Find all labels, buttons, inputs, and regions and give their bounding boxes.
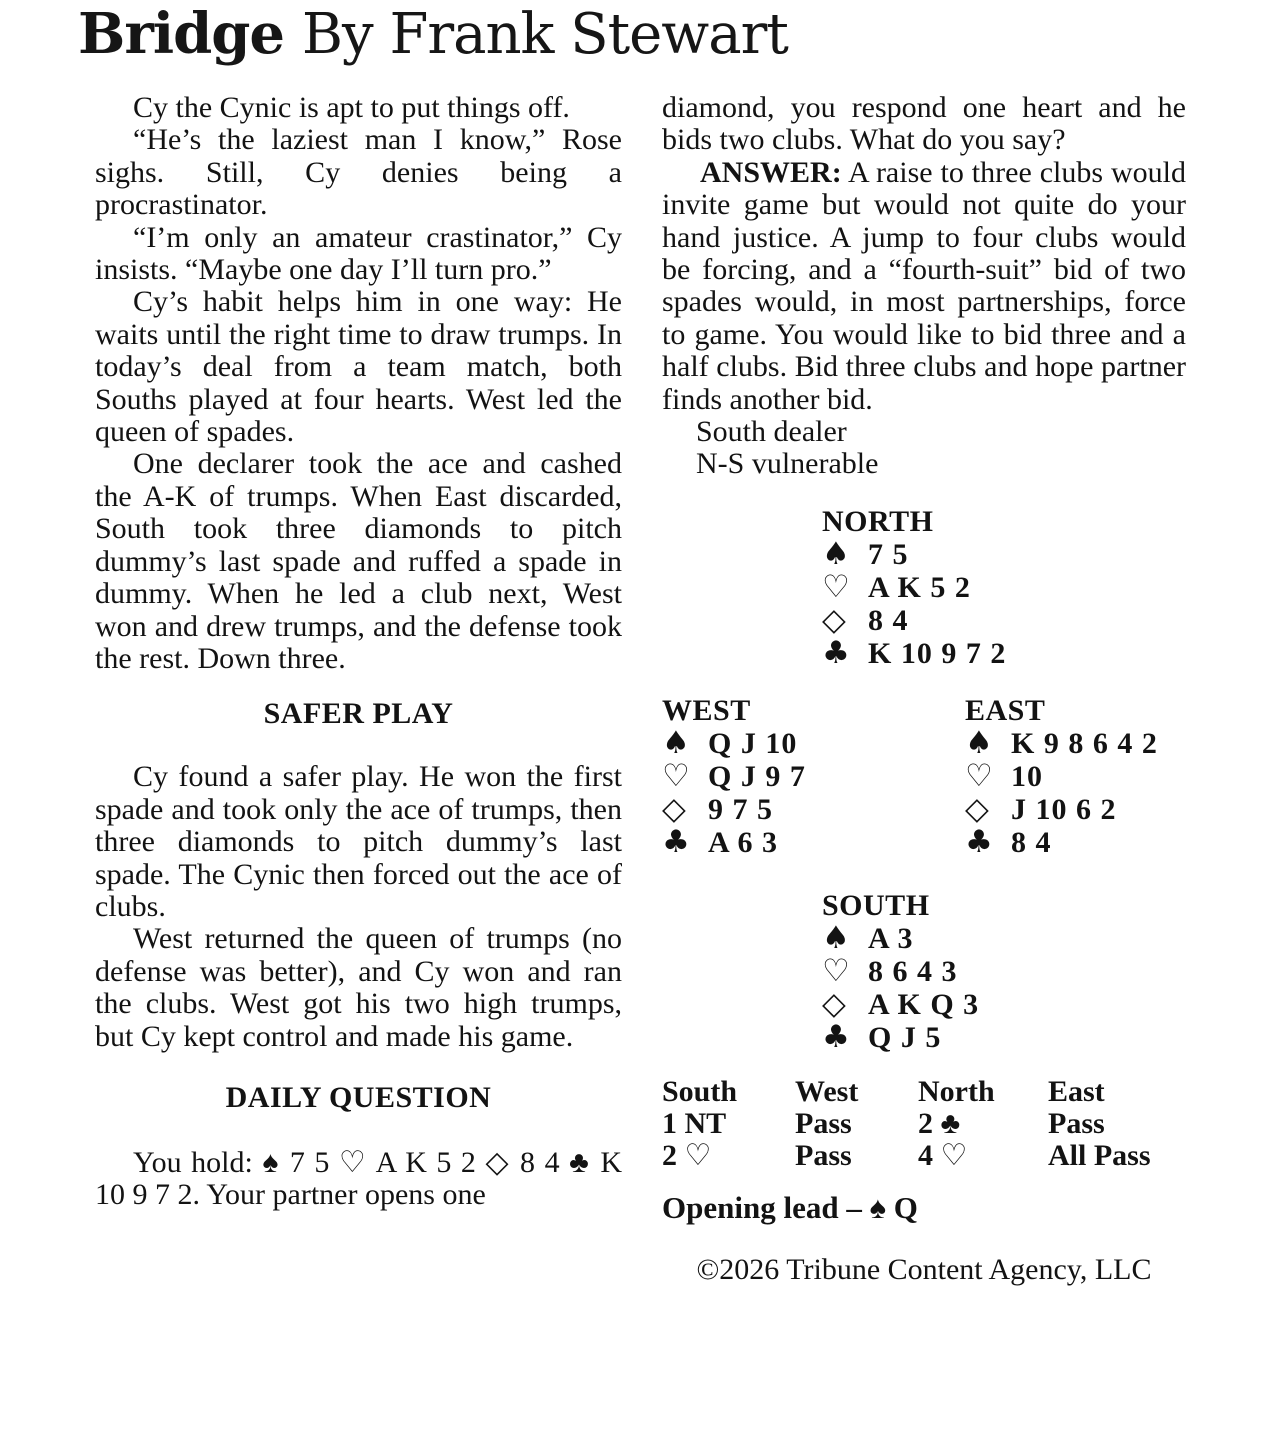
north-hearts-row xyxy=(822,568,1186,605)
north-hand xyxy=(822,505,1186,670)
spade-icon: ♠ xyxy=(662,724,690,761)
west-hearts-row xyxy=(662,757,965,794)
east-hand xyxy=(965,694,1186,859)
east-diamonds-row xyxy=(965,790,1186,827)
north-diamonds: 8 4 xyxy=(868,603,909,637)
auction-bid: 4 ♡ xyxy=(918,1138,968,1172)
heart-icon: ♡ xyxy=(662,757,690,794)
south-diamonds-row xyxy=(822,985,1186,1022)
north-clubs: K 10 9 7 2 xyxy=(868,636,1007,670)
south-hearts-row xyxy=(822,952,1186,989)
east-clubs-row xyxy=(965,823,1186,860)
paragraph: “I’m only an amateur crastinator,” Cy insists. “Maybe one day I’ll turn pro.” xyxy=(95,220,622,287)
west-spades: Q J 10 xyxy=(708,726,798,760)
right-text-column xyxy=(662,92,1186,1287)
auction-bid: Pass xyxy=(795,1106,852,1140)
copyright-line: ©2026 Tribune Content Agency, LLC xyxy=(696,1253,1152,1287)
auction-header-north: North xyxy=(918,1074,995,1108)
south-clubs-row xyxy=(822,1018,1186,1055)
west-diamonds: 9 7 5 xyxy=(708,792,773,826)
auction-bid: 1 NT xyxy=(662,1106,727,1140)
west-spades-row xyxy=(662,724,965,761)
paragraph: Cy the Cynic is apt to put things off. xyxy=(133,91,570,124)
spade-icon: ♠ xyxy=(822,919,850,956)
safer-play-heading: SAFER PLAY xyxy=(263,697,454,731)
club-icon: ♣ xyxy=(965,823,993,860)
answer-paragraph xyxy=(662,157,1186,416)
east-spades: K 9 8 6 4 2 xyxy=(1011,726,1158,760)
south-spades-row xyxy=(822,919,1186,956)
south-hand xyxy=(822,889,1186,1054)
answer-body: A raise to three clubs would invite game but would not quite do your hand justice. A jump to four clubs would be forcing, and a “fourth-suit” bid of two spades would, in most partnerships, force to game. You would like to bid three and a half clubs. Bid three clubs and hope partner finds another bid. xyxy=(662,155,1186,416)
heart-icon: ♡ xyxy=(822,568,850,605)
auction-bid: 2 ♡ xyxy=(662,1138,712,1172)
auction-bid: Pass xyxy=(795,1138,852,1172)
dealer-line: South dealer xyxy=(696,415,847,449)
north-clubs-row xyxy=(822,634,1186,671)
north-spades: 7 5 xyxy=(868,537,909,571)
north-label: NORTH xyxy=(822,504,934,538)
south-clubs: Q J 5 xyxy=(868,1020,942,1054)
west-clubs: A 6 3 xyxy=(708,825,779,859)
west-clubs-row xyxy=(662,823,965,860)
column-byline: By Frank Stewart xyxy=(301,2,788,67)
paragraph: Cy’s habit helps him in one way: He waits until the right time to draw trumps. In today’s deal from a team match, both Souths played at four hearts. West led the queen of spades. xyxy=(95,285,622,449)
paragraph: One declarer took the ace and cashed the A-K of trumps. When East discarded, South took three diamonds to pitch dummy’s last spade and ruffed a spade in dummy. When he led a club next, West won and drew trumps, and the defense took the rest. Down three. xyxy=(95,447,622,675)
club-icon: ♣ xyxy=(822,1018,850,1055)
diamond-icon: ◇ xyxy=(662,790,686,827)
west-hearts: Q J 9 7 xyxy=(708,759,806,793)
column-masthead xyxy=(78,0,788,69)
diamond-icon: ◇ xyxy=(822,601,846,638)
club-icon: ♣ xyxy=(662,823,690,860)
diamond-icon: ◇ xyxy=(965,790,989,827)
east-hearts: 10 xyxy=(1011,759,1043,793)
paragraph: Cy found a safer play. He won the first spade and took only the ace of trumps, then three diamonds to pitch dummy’s last spade. The Cynic then forced out the ace of clubs. xyxy=(95,760,622,923)
west-diamonds-row xyxy=(662,790,965,827)
auction-header-south: South xyxy=(662,1074,738,1108)
club-icon: ♣ xyxy=(822,634,850,671)
east-hearts-row xyxy=(965,757,1186,794)
auction-header-east: East xyxy=(1048,1074,1105,1108)
west-east-row xyxy=(662,694,1186,859)
opening-lead-line: Opening lead – ♠ Q xyxy=(662,1189,918,1225)
spade-icon: ♠ xyxy=(822,535,850,572)
column-title: Bridge xyxy=(78,1,285,67)
east-clubs: 8 4 xyxy=(1011,825,1052,859)
diamond-icon: ◇ xyxy=(822,985,846,1022)
vulnerable-line: N-S vulnerable xyxy=(696,447,879,481)
spade-icon: ♠ xyxy=(965,724,993,761)
east-label: EAST xyxy=(965,693,1046,727)
you-hold-paragraph: You hold: ♠ 7 5 ♡ A K 5 2 ◇ 8 4 ♣ K 10 9 7 2. Your partner opens one xyxy=(95,1145,622,1212)
auction-bid: Pass xyxy=(1048,1106,1105,1140)
heart-icon: ♡ xyxy=(822,952,850,989)
heart-icon: ♡ xyxy=(965,757,993,794)
south-label: SOUTH xyxy=(822,888,930,922)
north-diamonds-row xyxy=(822,601,1186,638)
left-text-column xyxy=(95,92,622,1212)
east-spades-row xyxy=(965,724,1186,761)
west-label: WEST xyxy=(662,693,751,727)
south-hearts: 8 6 4 3 xyxy=(868,954,958,988)
auction-table xyxy=(662,1076,1186,1172)
auction-bid: 2 ♣ xyxy=(918,1106,961,1140)
north-spades-row xyxy=(822,535,1186,572)
west-hand xyxy=(662,694,965,859)
north-hearts: A K 5 2 xyxy=(868,570,971,604)
south-diamonds: A K Q 3 xyxy=(868,987,980,1021)
answer-label: ANSWER: xyxy=(700,155,842,189)
south-spades: A 3 xyxy=(868,921,914,955)
auction-header-west: West xyxy=(795,1074,859,1108)
auction-bid: All Pass xyxy=(1048,1138,1151,1172)
paragraph: “He’s the laziest man I know,” Rose sighs. Still, Cy denies being a procrastinator. xyxy=(95,123,622,222)
daily-question-heading: DAILY QUESTION xyxy=(225,1080,492,1114)
east-diamonds: J 10 6 2 xyxy=(1011,792,1117,826)
paragraph: West returned the queen of trumps (no defense was better), and Cy won and ran the clubs. West got his two high trumps, but Cy kept control and made his game. xyxy=(95,922,622,1053)
paragraph: diamond, you respond one heart and he bids two clubs. What do you say? xyxy=(662,91,1186,157)
